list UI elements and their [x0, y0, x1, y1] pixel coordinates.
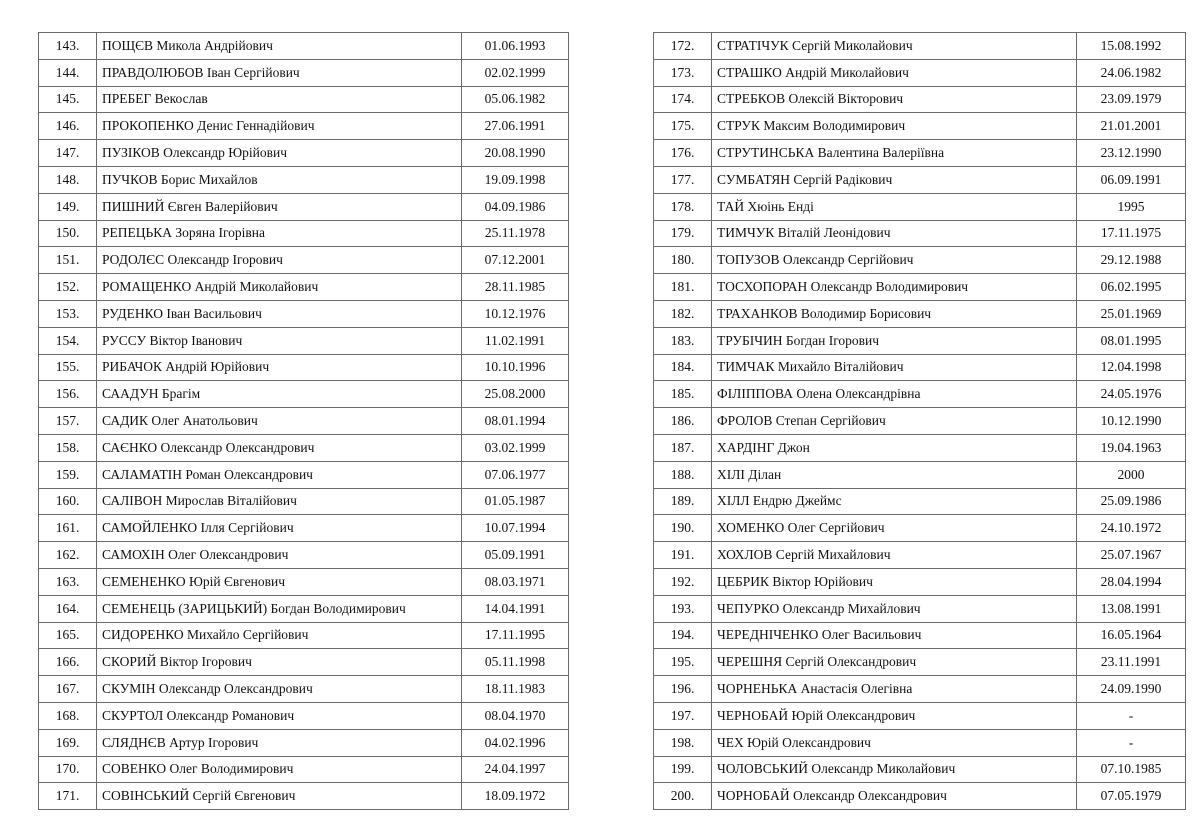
- right-table-body: [654, 33, 1186, 810]
- person-name: ТОПУЗОВ Олександр Сергійович: [712, 247, 1077, 274]
- row-number: 163.: [39, 568, 97, 595]
- person-name: СТРУТИНСЬКА Валентина Валеріївна: [712, 140, 1077, 167]
- person-name: РУДЕНКО Іван Васильович: [97, 300, 462, 327]
- row-number: 162.: [39, 542, 97, 569]
- person-name: СЕМЕНЕНКО Юрій Євгенович: [97, 568, 462, 595]
- birth-date: 16.05.1964: [1077, 622, 1186, 649]
- birth-date: 11.02.1991: [462, 327, 569, 354]
- person-name: ФРОЛОВ Степан Сергійович: [712, 408, 1077, 435]
- table-row: [654, 354, 1186, 381]
- row-number: 173.: [654, 59, 712, 86]
- row-number: 189.: [654, 488, 712, 515]
- table-row: [654, 381, 1186, 408]
- birth-date: 13.08.1991: [1077, 595, 1186, 622]
- row-number: 159.: [39, 461, 97, 488]
- table-row: [654, 59, 1186, 86]
- person-name: ХОМЕНКО Олег Сергійович: [712, 515, 1077, 542]
- birth-date: 06.09.1991: [1077, 166, 1186, 193]
- table-row: [39, 354, 569, 381]
- person-name: САМОЙЛЕНКО Ілля Сергійович: [97, 515, 462, 542]
- row-number: 151.: [39, 247, 97, 274]
- table-row: [39, 113, 569, 140]
- row-number: 164.: [39, 595, 97, 622]
- person-name: ТАЙ Хюінь Енді: [712, 193, 1077, 220]
- birth-date: 05.09.1991: [462, 542, 569, 569]
- birth-date: 08.03.1971: [462, 568, 569, 595]
- table-row: [654, 622, 1186, 649]
- row-number: 181.: [654, 274, 712, 301]
- person-name: ТРУБІЧИН Богдан Ігорович: [712, 327, 1077, 354]
- table-row: [654, 461, 1186, 488]
- person-name: ХІЛІ Ділан: [712, 461, 1077, 488]
- person-name: САДИК Олег Анатольович: [97, 408, 462, 435]
- row-number: 188.: [654, 461, 712, 488]
- person-name: ТОСХОПОРАН Олександр Володимирович: [712, 274, 1077, 301]
- birth-date: 17.11.1975: [1077, 220, 1186, 247]
- table-row: [39, 33, 569, 60]
- birth-date: 28.04.1994: [1077, 568, 1186, 595]
- birth-date: 10.07.1994: [462, 515, 569, 542]
- person-name: СТРЕБКОВ Олексій Вікторович: [712, 86, 1077, 113]
- row-number: 146.: [39, 113, 97, 140]
- birth-date: 17.11.1995: [462, 622, 569, 649]
- birth-date: 23.09.1979: [1077, 86, 1186, 113]
- row-number: 161.: [39, 515, 97, 542]
- birth-date: 24.04.1997: [462, 756, 569, 783]
- person-name: ХІЛЛ Ендрю Джеймс: [712, 488, 1077, 515]
- row-number: 183.: [654, 327, 712, 354]
- table-row: [39, 86, 569, 113]
- table-row: [654, 140, 1186, 167]
- person-name: ЧОЛОВСЬКИЙ Олександр Миколайович: [712, 756, 1077, 783]
- birth-date: 25.11.1978: [462, 220, 569, 247]
- row-number: 191.: [654, 542, 712, 569]
- table-row: [654, 33, 1186, 60]
- row-number: 184.: [654, 354, 712, 381]
- table-row: [39, 220, 569, 247]
- table-row: [39, 488, 569, 515]
- person-name: ЧОРНЕНЬКА Анастасія Олегівна: [712, 676, 1077, 703]
- person-name: ЧЕХ Юрій Олександрович: [712, 729, 1077, 756]
- birth-date: 07.06.1977: [462, 461, 569, 488]
- row-number: 176.: [654, 140, 712, 167]
- birth-date: 07.05.1979: [1077, 783, 1186, 810]
- row-number: 165.: [39, 622, 97, 649]
- person-name: СТРАШКО Андрій Миколайович: [712, 59, 1077, 86]
- birth-date: 25.07.1967: [1077, 542, 1186, 569]
- row-number: 185.: [654, 381, 712, 408]
- person-name: ЧОРНОБАЙ Олександр Олександрович: [712, 783, 1077, 810]
- table-row: [39, 783, 569, 810]
- row-number: 198.: [654, 729, 712, 756]
- birth-date: 10.10.1996: [462, 354, 569, 381]
- table-row: [39, 756, 569, 783]
- birth-date: 14.04.1991: [462, 595, 569, 622]
- row-number: 182.: [654, 300, 712, 327]
- row-number: 152.: [39, 274, 97, 301]
- row-number: 158.: [39, 434, 97, 461]
- table-row: [654, 488, 1186, 515]
- left-table: [38, 32, 569, 810]
- person-name: ЧЕРНОБАЙ Юрій Олександрович: [712, 702, 1077, 729]
- birth-date: 24.10.1972: [1077, 515, 1186, 542]
- birth-date: 19.09.1998: [462, 166, 569, 193]
- table-row: [654, 327, 1186, 354]
- person-name: РЕПЕЦЬКА Зоряна Ігорівна: [97, 220, 462, 247]
- person-name: СТРАТІЧУК Сергій Миколайович: [712, 33, 1077, 60]
- person-name: ХАРДІНГ Джон: [712, 434, 1077, 461]
- birth-date: 03.02.1999: [462, 434, 569, 461]
- table-row: [39, 300, 569, 327]
- birth-date: 1995: [1077, 193, 1186, 220]
- birth-date: 08.01.1994: [462, 408, 569, 435]
- person-name: СЕМЕНЕЦЬ (ЗАРИЦЬКИЙ) Богдан Володимирович: [97, 595, 462, 622]
- birth-date: -: [1077, 729, 1186, 756]
- person-name: ЧЕРЕДНІЧЕНКО Олег Васильович: [712, 622, 1077, 649]
- birth-date: 20.08.1990: [462, 140, 569, 167]
- table-row: [39, 193, 569, 220]
- person-name: ПРОКОПЕНКО Денис Геннадійович: [97, 113, 462, 140]
- table-row: [654, 729, 1186, 756]
- person-name: ТИМЧАК Михайло Віталійович: [712, 354, 1077, 381]
- person-name: ТРАХАНКОВ Володимир Борисович: [712, 300, 1077, 327]
- person-name: СОВІНСЬКИЙ Сергій Євгенович: [97, 783, 462, 810]
- table-row: [654, 649, 1186, 676]
- birth-date: 12.04.1998: [1077, 354, 1186, 381]
- table-row: [39, 595, 569, 622]
- row-number: 196.: [654, 676, 712, 703]
- person-name: СОВЕНКО Олег Володимирович: [97, 756, 462, 783]
- table-row: [39, 274, 569, 301]
- table-row: [654, 676, 1186, 703]
- row-number: 174.: [654, 86, 712, 113]
- row-number: 186.: [654, 408, 712, 435]
- person-name: СИДОРЕНКО Михайло Сергійович: [97, 622, 462, 649]
- table-row: [654, 113, 1186, 140]
- birth-date: 24.09.1990: [1077, 676, 1186, 703]
- birth-date: 04.09.1986: [462, 193, 569, 220]
- row-number: 160.: [39, 488, 97, 515]
- table-row: [39, 434, 569, 461]
- table-row: [39, 140, 569, 167]
- row-number: 171.: [39, 783, 97, 810]
- row-number: 154.: [39, 327, 97, 354]
- birth-date: 29.12.1988: [1077, 247, 1186, 274]
- person-name: САМОХІН Олег Олександрович: [97, 542, 462, 569]
- row-number: 197.: [654, 702, 712, 729]
- birth-date: 23.12.1990: [1077, 140, 1186, 167]
- row-number: 177.: [654, 166, 712, 193]
- table-row: [39, 59, 569, 86]
- person-name: РИБАЧОК Андрій Юрійович: [97, 354, 462, 381]
- person-name: ТИМЧУК Віталій Леонідович: [712, 220, 1077, 247]
- row-number: 199.: [654, 756, 712, 783]
- table-row: [39, 622, 569, 649]
- person-name: ФІЛІППОВА Олена Олександрівна: [712, 381, 1077, 408]
- row-number: 193.: [654, 595, 712, 622]
- row-number: 157.: [39, 408, 97, 435]
- birth-date: 28.11.1985: [462, 274, 569, 301]
- row-number: 148.: [39, 166, 97, 193]
- table-row: [654, 300, 1186, 327]
- birth-date: 19.04.1963: [1077, 434, 1186, 461]
- person-name: ЦЕБРИК Віктор Юрійович: [712, 568, 1077, 595]
- table-row: [39, 676, 569, 703]
- birth-date: 06.02.1995: [1077, 274, 1186, 301]
- row-number: 178.: [654, 193, 712, 220]
- birth-date: 25.08.2000: [462, 381, 569, 408]
- table-row: [39, 381, 569, 408]
- table-row: [39, 461, 569, 488]
- birth-date: 05.11.1998: [462, 649, 569, 676]
- row-number: 155.: [39, 354, 97, 381]
- person-name: САЄНКО Олександр Олександрович: [97, 434, 462, 461]
- person-name: САЛАМАТІН Роман Олександрович: [97, 461, 462, 488]
- row-number: 172.: [654, 33, 712, 60]
- table-row: [654, 515, 1186, 542]
- person-name: ПИШНИЙ Євген Валерійович: [97, 193, 462, 220]
- row-number: 145.: [39, 86, 97, 113]
- table-row: [654, 542, 1186, 569]
- birth-date: 07.10.1985: [1077, 756, 1186, 783]
- person-name: РУССУ Віктор Іванович: [97, 327, 462, 354]
- row-number: 149.: [39, 193, 97, 220]
- birth-date: 21.01.2001: [1077, 113, 1186, 140]
- person-name: ПРЕБЕГ Векослав: [97, 86, 462, 113]
- person-name: СААДУН Брагім: [97, 381, 462, 408]
- table-row: [654, 247, 1186, 274]
- person-name: ПУЗІКОВ Олександр Юрійович: [97, 140, 462, 167]
- table-row: [654, 595, 1186, 622]
- table-row: [39, 515, 569, 542]
- right-table: [653, 32, 1186, 810]
- table-row: [654, 434, 1186, 461]
- birth-date: 25.09.1986: [1077, 488, 1186, 515]
- birth-date: 01.06.1993: [462, 33, 569, 60]
- person-name: ХОХЛОВ Сергій Михайлович: [712, 542, 1077, 569]
- table-row: [654, 166, 1186, 193]
- row-number: 167.: [39, 676, 97, 703]
- person-name: СТРУК Максим Володимирович: [712, 113, 1077, 140]
- birth-date: 01.05.1987: [462, 488, 569, 515]
- birth-date: 02.02.1999: [462, 59, 569, 86]
- row-number: 153.: [39, 300, 97, 327]
- birth-date: 15.08.1992: [1077, 33, 1186, 60]
- row-number: 179.: [654, 220, 712, 247]
- row-number: 175.: [654, 113, 712, 140]
- person-name: ПОЩЄВ Микола Андрійович: [97, 33, 462, 60]
- person-name: СКУРТОЛ Олександр Романович: [97, 702, 462, 729]
- person-name: ПРАВДОЛЮБОВ Іван Сергійович: [97, 59, 462, 86]
- birth-date: 10.12.1990: [1077, 408, 1186, 435]
- birth-date: 2000: [1077, 461, 1186, 488]
- person-name: ЧЕПУРКО Олександр Михайлович: [712, 595, 1077, 622]
- birth-date: 27.06.1991: [462, 113, 569, 140]
- birth-date: 25.01.1969: [1077, 300, 1186, 327]
- row-number: 170.: [39, 756, 97, 783]
- table-row: [39, 729, 569, 756]
- row-number: 168.: [39, 702, 97, 729]
- table-row: [654, 274, 1186, 301]
- table-row: [39, 166, 569, 193]
- table-row: [654, 702, 1186, 729]
- birth-date: -: [1077, 702, 1186, 729]
- birth-date: 18.09.1972: [462, 783, 569, 810]
- row-number: 166.: [39, 649, 97, 676]
- table-row: [654, 756, 1186, 783]
- table-row: [654, 193, 1186, 220]
- row-number: 200.: [654, 783, 712, 810]
- table-row: [654, 783, 1186, 810]
- row-number: 180.: [654, 247, 712, 274]
- person-name: СЛЯДНЄВ Артур Ігорович: [97, 729, 462, 756]
- person-name: СУМБАТЯН Сергій Радікович: [712, 166, 1077, 193]
- person-name: РОМАЩЕНКО Андрій Миколайович: [97, 274, 462, 301]
- table-row: [39, 247, 569, 274]
- person-name: РОДОЛЄС Олександр Ігорович: [97, 247, 462, 274]
- table-row: [39, 649, 569, 676]
- table-row: [39, 542, 569, 569]
- birth-date: 08.01.1995: [1077, 327, 1186, 354]
- row-number: 143.: [39, 33, 97, 60]
- row-number: 147.: [39, 140, 97, 167]
- left-table-body: [39, 33, 569, 810]
- table-row: [654, 86, 1186, 113]
- row-number: 150.: [39, 220, 97, 247]
- birth-date: 23.11.1991: [1077, 649, 1186, 676]
- row-number: 195.: [654, 649, 712, 676]
- birth-date: 18.11.1983: [462, 676, 569, 703]
- table-row: [39, 702, 569, 729]
- person-name: ЧЕРЕШНЯ Сергій Олександрович: [712, 649, 1077, 676]
- row-number: 169.: [39, 729, 97, 756]
- birth-date: 07.12.2001: [462, 247, 569, 274]
- row-number: 156.: [39, 381, 97, 408]
- table-row: [39, 408, 569, 435]
- table-row: [654, 568, 1186, 595]
- person-name: ПУЧКОВ Борис Михайлов: [97, 166, 462, 193]
- birth-date: 24.05.1976: [1077, 381, 1186, 408]
- row-number: 187.: [654, 434, 712, 461]
- person-name: САЛІВОН Мирослав Віталійович: [97, 488, 462, 515]
- table-row: [39, 568, 569, 595]
- table-row: [39, 327, 569, 354]
- birth-date: 05.06.1982: [462, 86, 569, 113]
- table-row: [654, 408, 1186, 435]
- birth-date: 04.02.1996: [462, 729, 569, 756]
- row-number: 192.: [654, 568, 712, 595]
- row-number: 194.: [654, 622, 712, 649]
- birth-date: 10.12.1976: [462, 300, 569, 327]
- person-name: СКОРИЙ Віктор Ігорович: [97, 649, 462, 676]
- person-name: СКУМІН Олександр Олександрович: [97, 676, 462, 703]
- row-number: 144.: [39, 59, 97, 86]
- birth-date: 24.06.1982: [1077, 59, 1186, 86]
- row-number: 190.: [654, 515, 712, 542]
- table-row: [654, 220, 1186, 247]
- birth-date: 08.04.1970: [462, 702, 569, 729]
